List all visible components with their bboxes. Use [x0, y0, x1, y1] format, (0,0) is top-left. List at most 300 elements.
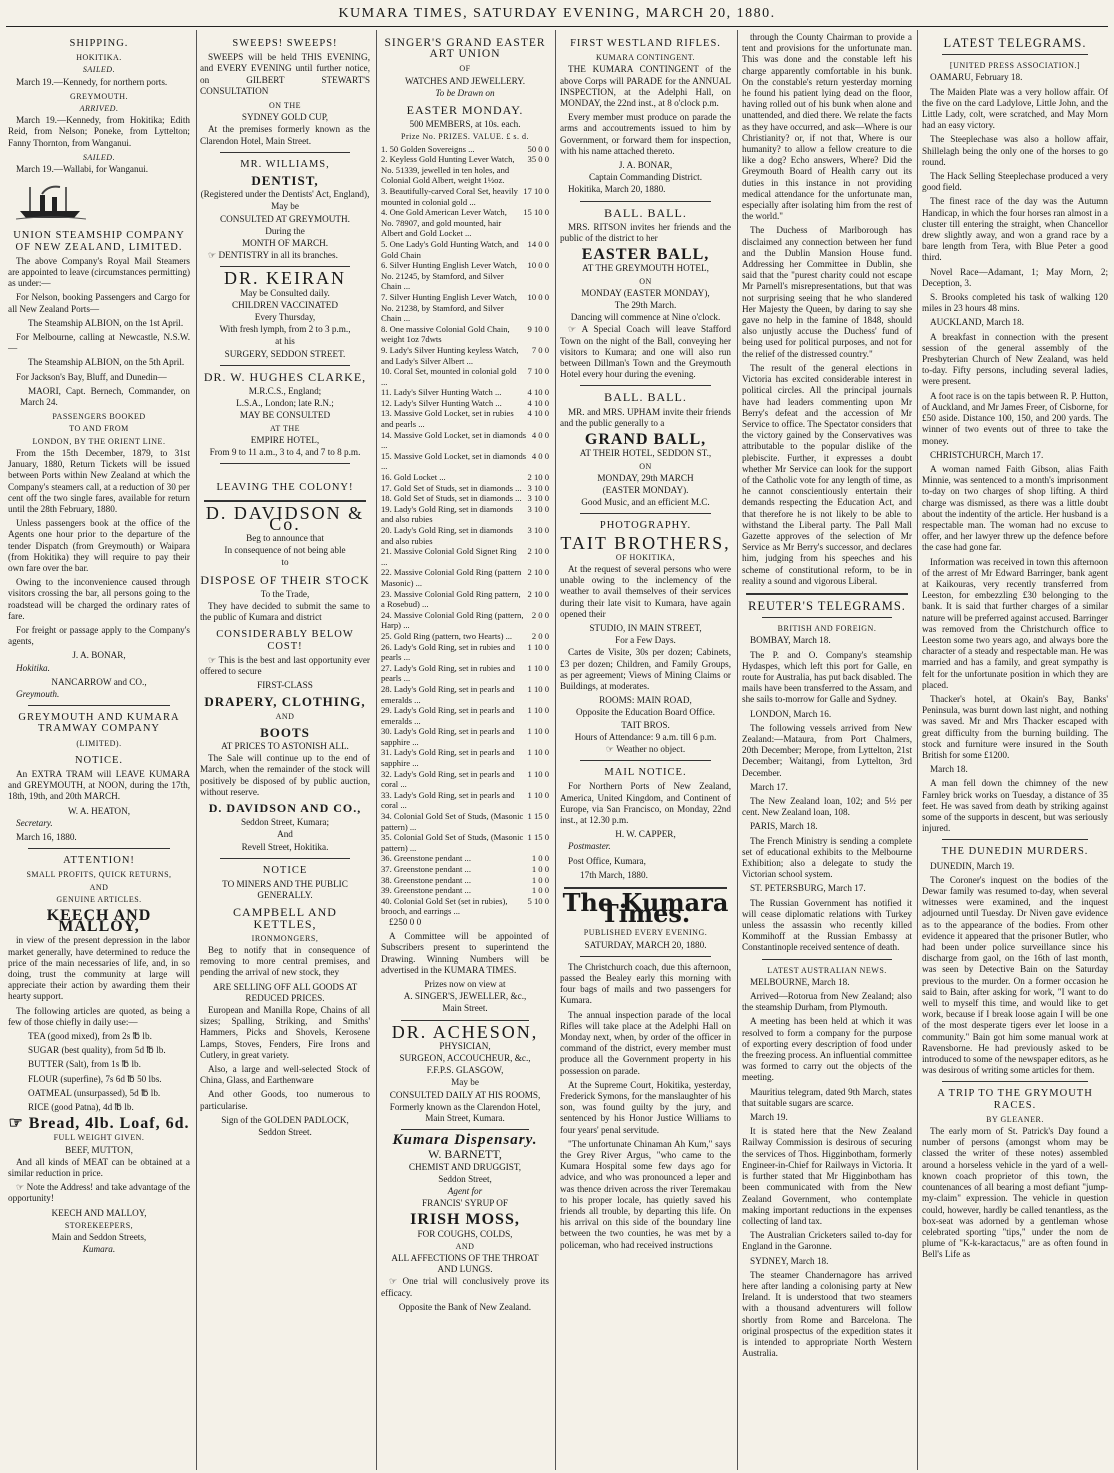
prize-value: 15 10 0	[523, 207, 549, 218]
prize-description: 37. Greenstone pendant ...	[381, 864, 471, 874]
telegram-text: The finest race of the day was the Autumn Handicap, in which the four horses ran almost in a cluster till entering the straight, when Chancellor drew slightly away, and won a grand race by a bare length from Tera, with Blue Peter a good third.	[922, 196, 1108, 263]
opposite: Opposite the Education Board Office.	[576, 707, 715, 718]
telegram-text: The New Zealand loan, 102; and 5½ per cent. New Zealand loan, 108.	[742, 796, 912, 818]
date-29th: The 29th March.	[614, 300, 677, 311]
prize-value: 1 0 0	[531, 874, 549, 885]
telegram-text: The Australian Cricketers sailed to-day for England in the Garonne.	[742, 1230, 912, 1252]
divider	[401, 1129, 529, 1130]
divider	[942, 839, 1088, 840]
campbell-text: Also, a large and well-selected Stock of China, Glass, and Earthenware	[200, 1064, 370, 1086]
price-item: FLOUR (superfine), 7s 6d ℔ 50 lbs.	[28, 1073, 162, 1084]
dateline: SYDNEY, March 18.	[750, 1255, 829, 1266]
telegram-text: A meeting has been held at which it was resolved to form a company for the purpose of exporting every description of food under the freezing process. An influential committee was formed to carry out the objects of the meeting.	[742, 1016, 912, 1083]
divider	[220, 463, 350, 464]
prize-description: 32. Lady's Gold Ring, set in pearls and coral ...	[381, 768, 515, 790]
studio: STUDIO, IN MAIN STREET,	[589, 622, 702, 633]
prize-row	[381, 726, 549, 747]
trade-text: They have decided to submit the same to the public of Kumara and district	[200, 600, 370, 623]
prize-value: 3 10 0	[527, 493, 549, 504]
genuine-line: GENUINE ARTICLES.	[56, 894, 142, 904]
divider	[580, 201, 711, 202]
dateline: March 19.	[750, 1112, 788, 1123]
divider	[220, 152, 350, 153]
dispose-heading: DISPOSE OF THEIR STOCK	[200, 572, 370, 587]
prize-value: 4 0 0	[531, 429, 549, 440]
prize-value: 4 10 0	[527, 408, 549, 419]
campbell-text: And other Goods, too numerous to particularise.	[200, 1089, 370, 1111]
prize-row	[381, 504, 549, 525]
grand-ball: GRAND BALL,	[584, 431, 707, 449]
column-notices	[560, 32, 731, 1468]
prize-total: £250 0 0	[389, 916, 422, 927]
prize-row	[381, 790, 549, 811]
prize-value: 2 10 0	[527, 546, 549, 557]
pointing-hand-icon: ☞	[605, 743, 615, 754]
divider	[28, 705, 170, 706]
prize-description: 22. Massive Colonial Gold Ring (pattern Masonic) ...	[381, 567, 522, 588]
telegram-text: Arrived—Rotorua from New Zealand; also the steamship Durham, from Plymouth.	[742, 991, 912, 1013]
prize-value: 1 0 0	[531, 885, 549, 896]
prize-description: 33. Lady's Gold Ring, set in pearls and coral ...	[381, 789, 515, 811]
booked-sub: TO AND FROM	[69, 424, 129, 434]
telegram-text: Novel Race—Adamant, 1; May Morn, 2; Deception, 3.	[922, 266, 1108, 288]
prize-description: 17. Gold Set of Studs, set in diamonds ...	[381, 482, 522, 493]
telegram-text: Thacker's hotel, at Okain's Bay, Banks' Peninsula, was burnt down last night, and nothing was saved. Mr and Mrs Thacker escaped with great difficulty from the burning building. The stock and furniture were insured in the South British for some £1200.	[922, 693, 1108, 760]
easter-ball: EASTER BALL,	[581, 246, 710, 264]
note-text: Note the Address! and take advantage of the opportunity!	[8, 1182, 190, 1204]
editorial-text: "The unfortunate Chinaman Ah Kum," says the Grey River Argus, "who came to the Kumara Hospital some few days ago for advice, and who was pronounced a leper and was thence driven across the river Teremakau to his proper locale, has quietly saved his friends all trouble, by departing this life. On his arrival on this side of the boundary line between the two counties, he was met by a policeman, who had received instructions	[560, 1138, 731, 1250]
rifles-text: THE KUMARA CONTINGENT of the above Corps will PARADE for the ANNUAL INSPECTION, at the Adelphi Hall, on MONDAY, the 22nd inst., at 8 o'clock p.m.	[560, 64, 731, 109]
prize-row	[381, 769, 549, 790]
francis: FRANCIS' SYRUP OF	[421, 1198, 509, 1209]
astonish: AT PRICES TO ASTONISH ALL.	[221, 740, 349, 751]
keech-text: in view of the present depression in the labor market generally, have determined to reduce the price of the main necessaries of life, and, in so doing, trust the community at large will appreciate their action by awarding them their hearty support.	[8, 935, 190, 1002]
hughes-heading: DR. W. HUGHES CLARKE,	[203, 369, 367, 384]
orient-text: Unless passengers book at the office of the Agents one hour prior to the departure of the tender Dispatch (from Greymouth) or Waipara (from Hokitika) they will require to pay their own fare over the bar.	[8, 518, 190, 573]
thursday: Every Thursday,	[254, 312, 316, 323]
seddon: Seddon Street, Kumara;	[240, 817, 330, 828]
coughs: FOR COUGHS, COLDS,	[417, 1228, 513, 1239]
beef-text: And all kinds of MEAT can be obtained at a similar reduction in price.	[8, 1156, 190, 1179]
prize-description: 31. Lady's Gold Ring, set in pearls and sapphire ...	[381, 747, 515, 769]
prize-value: 2 10 0	[527, 588, 549, 599]
prize-description: 12. Lady's Silver Hunting Watch ...	[381, 397, 502, 408]
davidson-heading: D. DAVIDSON & Co.	[205, 502, 365, 534]
and-line: AND	[275, 711, 295, 721]
prize-value: 4 0 0	[531, 450, 549, 461]
prize-value: 10 0 0	[527, 291, 549, 302]
prize-description: 39. Greenstone pendant ...	[381, 885, 471, 896]
and-line: And	[277, 829, 293, 840]
bonar: J. A. BONAR,	[618, 160, 673, 171]
prize-description: 28. Lady's Gold Ring, set in pearls and emeralds ...	[381, 683, 515, 705]
bread-line	[8, 1115, 190, 1133]
ffps: F.F.P.S. GLASGOW,	[426, 1065, 504, 1076]
first-class: FIRST-CLASS	[257, 680, 313, 691]
union-text: MAORI, Capt. Bernech, Commander, on March 24.	[20, 385, 190, 408]
dispensary-heading: Kumara Dispensary.	[392, 1132, 538, 1149]
prize-description: 11. Lady's Silver Hunting Watch ...	[381, 387, 502, 398]
during: During the	[265, 225, 305, 236]
greymouth-hotel: AT THE GREYMOUTH HOTEL,	[582, 263, 709, 274]
prize-description: 14. Massive Gold Locket, set in diamonds ...	[381, 429, 527, 451]
registered: (Registered under the Dentists' Act, England),	[200, 189, 370, 200]
prize-description: 40. Colonial Gold Set (set in rubies), brooch, and earrings ...	[381, 895, 508, 917]
town: Kumara.	[82, 1244, 116, 1255]
empire-hotel: EMPIRE HOTEL,	[250, 434, 320, 445]
divider	[28, 848, 170, 849]
on-the: ON THE	[269, 101, 301, 111]
divider	[580, 385, 711, 386]
consulted: CONSULTED AT GREYMOUTH.	[220, 213, 350, 224]
prize-row	[381, 610, 549, 631]
divider	[220, 266, 350, 267]
sailed-label: SAILED.	[82, 65, 116, 75]
affections: ALL AFFECTIONS OF THE THROAT AND LUNGS.	[391, 1253, 539, 1275]
agent-place: Hokitika.	[16, 662, 50, 673]
telegram-text: The Maiden Plate was a very hollow affair. Of the five on the card Ladylove, Little John, and the Little Lady, colt, were scratched, and May Morn had an easy victory.	[922, 86, 1108, 131]
prize-description: 27. Lady's Gold Ring, set in rubies and pearls ...	[381, 662, 516, 684]
monday: MONDAY (EASTER MONDAY),	[581, 287, 710, 298]
members: 500 MEMBERS, at 10s. each.	[409, 119, 521, 130]
storekeepers: STOREKEEPERS,	[64, 1220, 134, 1230]
tram-limited: (LIMITED).	[76, 738, 122, 748]
prize-description: 6. Silver Hunting English Lever Watch, No. 21245, by Stamford, and Silver Chain ...	[381, 260, 517, 292]
rooms: ROOMS: MAIN ROAD,	[599, 695, 692, 706]
lsa: L.S.A., London; late R.N.;	[236, 398, 334, 409]
telegram-text: The Coroner's inquest on the bodies of the Dewar family was resumed to-day, when several witnesses were examined, and the inquest adjourned until Tuesday. Dr Niven gave evidence as to the appearance of the bodies. From other evidence it appeared that the prisoner Butler, who had been under police surveillance since his discharge from gaol, on the 16th of last month, was seen by Detective Bain on the Saturday previous to the murder. On a former occasion he said to Bain, after asking for work, "I want to do well to myself this time, and would like to get work, because if I break loose again I will be one of the most desperate tigers ever let loose in a community." Bain got him some manual work at Ravensborne. He had previously asked to be introduced to some of the newspaper editors, as he was desirous of writing some articles for them.	[922, 874, 1108, 1076]
prize-description: 3. Beautifully-carved Coral Set, heavily mounted in colonial gold ...	[381, 186, 518, 207]
prize-description: 5. One Lady's Gold Hunting Watch, and Gold Chain	[381, 238, 519, 260]
may-be: May be	[451, 1077, 479, 1088]
on-line: ON	[639, 461, 652, 471]
postmaster: Postmaster.	[568, 841, 611, 852]
divider	[580, 956, 711, 957]
telegram-text: A breakfast in connection with the present session of the general assembly of the Presbyterian Church of New Zealand, was held to-day. Fifty persons, including several ladies, were present.	[922, 331, 1108, 387]
profits-line: SMALL PROFITS, QUICK RETURNS,	[26, 870, 172, 880]
may-be: May be	[271, 201, 299, 212]
prize-description: 36. Greenstone pendant ...	[381, 853, 471, 864]
rifles-text: Every member must produce on parade the arms and accoutrements issued to him by Government, or forward them for inspection, with his name attached thereto.	[560, 112, 731, 156]
keiran-heading: DR. KEIRAN	[224, 268, 346, 289]
prize-value: 10 0 0	[527, 260, 549, 271]
port-heading: HOKITIKA.	[76, 53, 122, 63]
prize-list	[381, 144, 549, 917]
divider	[942, 54, 1088, 55]
prize-row	[381, 186, 549, 207]
prize-row	[381, 896, 549, 917]
prize-row	[381, 589, 549, 610]
tram-date: March 16, 1880.	[16, 831, 77, 842]
booked-heading: PASSENGERS BOOKED	[52, 412, 146, 422]
prize-row	[381, 387, 549, 398]
prize-value: 2 10 0	[527, 567, 549, 578]
prize-row	[381, 144, 549, 155]
prize-row	[381, 239, 549, 260]
telegram-text: It is stated here that the New Zealand Railway Commission is desirous of securing the services of Thos. Higginbotham, formerly Engineer-in-Chief for Railways in Victoria. It is further stated that Mr Higginbotham has been communicated with from the New Zealand Government, who contemplate making important reductions in the expenses collecting of land tax.	[742, 1126, 912, 1226]
prize-description: 15. Massive Gold Locket, set in diamonds ...	[381, 450, 527, 472]
prize-value: 5 10 0	[527, 895, 549, 906]
dateline: OAMARU, February 18.	[930, 72, 1023, 83]
orient-heading: LONDON, BY THE ORIENT LINE.	[32, 436, 166, 446]
editorial-text: The annual inspection parade of the local Rifles will take place at the Adelphi Hall on Monday next, when, by order of the officer in command of the district, every member must produce all the Government property in his possession on parade.	[560, 1009, 731, 1076]
note-line	[8, 1182, 190, 1204]
prize-row	[381, 663, 549, 684]
dateline: DUNEDIN, March 19.	[930, 860, 1015, 871]
sweeps-text: At the premises formerly known as the Clarendon Hotel, Main Street.	[200, 124, 370, 146]
prize-row	[381, 546, 549, 567]
steamship-icon	[16, 183, 190, 224]
surgeon: SURGEON, ACCOUCHEUR, &c.,	[399, 1053, 531, 1063]
prize-description: 25. Gold Ring (pattern, two Hearts) ...	[381, 630, 513, 641]
lymph: With fresh lymph, from 2 to 3 p.m.,	[219, 324, 351, 335]
tait-text: At the request of several persons who were unable owing to the inclemency of the weather to avail themselves of their services during their late visit to Kumara, have again opened their	[560, 563, 731, 619]
pointing-hand-icon: ☞	[208, 250, 217, 261]
prize-description: 19. Lady's Gold Ring, set in diamonds and also rubies	[381, 503, 513, 525]
prize-description: 7. Silver Hunting English Lever Watch, No. 21238, by Stamford, and Silver Chain ...	[381, 291, 517, 324]
dateline: AUCKLAND, March 18.	[930, 317, 1024, 328]
prize-value: 1 10 0	[527, 662, 549, 673]
weather-text: Weather no object.	[616, 743, 686, 754]
prize-value: 3 10 0	[527, 482, 549, 493]
ritson-text: MRS. RITSON invites her friends and the public of the district to her	[560, 221, 731, 244]
prize-value: 1 15 0	[527, 811, 549, 822]
at-his: at his	[275, 336, 295, 347]
mrcs: M.R.C.S., England;	[248, 386, 322, 397]
at-the: AT THE	[269, 423, 301, 433]
divider	[942, 1081, 1088, 1082]
divider	[746, 593, 908, 595]
telegram-text: The steamer Chandernagore has arrived here after landing a colonising party at New Ireland. It is understood that two steamers with a thousand adventurers will follow shortly from Rome and Barcelona. The original prospectus of the expedition states it is intended to appropriate North Western Australia.	[742, 1269, 912, 1359]
music: Good Music, and an efficient M.C.	[581, 497, 710, 508]
edition-date: SATURDAY, MARCH 20, 1880.	[584, 939, 707, 950]
surgery: SURGERY, SEDDON STREET.	[224, 348, 346, 359]
prize-row	[381, 260, 549, 292]
cup-name: SYDNEY GOLD CUP,	[241, 112, 329, 123]
keech-heading: KEECH AND MALLOY,	[46, 907, 152, 936]
prize-description: 18. Gold Set of Studs, set in diamonds ...	[381, 493, 522, 504]
prize-value: 1 0 0	[531, 853, 549, 864]
committee-text: A Committee will be appointed of Subscribers present to superintend the Drawing. Winning Numbers will be advertised in the KUMARA TIMES.	[381, 931, 549, 975]
pointing-hand-icon: ☞	[16, 1182, 25, 1193]
best-text: This is the best and last opportunity ever offered to secure	[200, 654, 370, 676]
union-text: The Steamship ALBION, on the 5th April.	[28, 357, 185, 368]
prize-value: 2 0 0	[531, 630, 549, 641]
attendance: Hours of Attendance: 9 a.m. till 6 p.m.	[574, 731, 717, 742]
of-hokitika: OF HOKITIKA,	[615, 552, 676, 562]
watches: WATCHES AND JEWELLERY.	[404, 75, 526, 86]
attention-heading: ATTENTION!	[63, 855, 135, 867]
captain: Captain Commanding District.	[588, 172, 703, 183]
prize-description: 16. Gold Locket ...	[381, 472, 446, 483]
beef-heading: BEEF, MUTTON,	[65, 1144, 133, 1155]
prize-value: 7 10 0	[527, 366, 549, 377]
prize-row	[381, 642, 549, 663]
prize-value: 50 0 0	[527, 143, 549, 154]
prize-description: 30. Lady's Gold Ring, set in pearls and sapphire ...	[381, 726, 515, 747]
their-hotel: AT THEIR HOTEL, SEDDON ST.,	[579, 448, 712, 459]
editorial-text: The Christchurch coach, due this afternoon, passed the Bealey early this morning with four bags of mails and two passengers for Kumara.	[560, 961, 731, 1006]
prize-description: 34. Colonial Gold Set of Studs, (Masonic pattern) ...	[381, 811, 524, 832]
beg-line: Beg to announce that	[246, 532, 324, 543]
price-item: OATMEAL (unsurpassed), 5d ℔ lb.	[28, 1087, 161, 1098]
trial-line	[381, 1276, 549, 1298]
of-line: OF	[459, 64, 471, 74]
singer-heading: SINGER'S GRAND EASTER ART UNION	[384, 37, 546, 61]
prize-description: 21. Massive Colonial Gold Signet Ring ...	[381, 546, 517, 567]
shipping-heading: SHIPPING.	[69, 38, 129, 49]
prize-row	[381, 811, 549, 832]
prize-row	[381, 864, 549, 875]
prize-value: 1 15 0	[527, 832, 549, 843]
drawn: To be Drawn on	[435, 87, 495, 98]
divider	[580, 760, 711, 761]
dentistry-text: DENTISTRY in all its branches.	[218, 250, 338, 261]
prize-value: 4 10 0	[527, 397, 549, 408]
boots-heading: BOOTS	[260, 724, 310, 740]
orient-text: Owing to the inconvenience caused through visitors crossing the bar, all persons going to the roadstead will be charged the ordinary rates of fare.	[8, 577, 190, 621]
prize-value: 17 10 0	[523, 186, 549, 196]
divider	[580, 513, 711, 514]
telegram-text: The Steeplechase was also a hollow affair, Shillelagh being the only one of the horses to go round.	[922, 134, 1108, 167]
easter-monday: (EASTER MONDAY).	[602, 484, 689, 495]
prize-description: 10. Coral Set, mounted in colonial gold ...	[381, 366, 517, 387]
telegram-text: The P. and O. Company's steamship Hydaspes, which left this port for Galle, en route for Australia, has put back disabled. The mails have been transferred to the Assam, and she sails to-morrow for Galle and Sydney.	[742, 649, 912, 705]
prize-row	[381, 472, 549, 483]
campbell-text: Beg to notify that in consequence of removing to more central premises, and pending the arrival of new stock, they	[200, 945, 370, 978]
seddon-street: Seddon Street.	[258, 1127, 312, 1138]
selling: ARE SELLING OFF ALL GOODS AT REDUCED PRICES.	[212, 981, 358, 1003]
vaccinated: CHILDREN VACCINATED	[231, 299, 339, 310]
column-divider	[376, 30, 377, 1470]
dateline: MELBOURNE, March 18.	[750, 976, 850, 987]
news-text: The result of the general elections in Victoria has excited considerable interest in political circles. All the principal journals have had leaders commenting upon Mr Berry's defeat and the accession of Mr Service to office. The Spectator considers that the victory gained by the Conservatives was attributable to the popular dislike of the plebiscite. Further, it expresses a doubt whether Mr Service can look for the support of the Catholic vote for any length of time, as he cannot conscientiously entertain their demands respecting the Education Act, and that therefore he is not likely to be able to withstand the Liberal party. The Pall Mall Gazette approves of the selection of Mr Service as Mr Berry's successor, and declares him, judging from his speeches and his scheme of constitutional reform, to be in reality a sound and vigorous Liberal.	[742, 362, 912, 586]
telegram-text: Information was received in town this afternoon of the arrest of Mr Edward Barringer, bank agent at Kaikouras, very recently transferred from Leeston, for embezzling £30 belonging to the bank. It is said that further charges of a similar nature will be preferred against accused. Barringer was removed from the Christchurch office to Leeston some two years ago, and always bore the character of a steady and respectable man. He was married and has a family, and great sympathy is felt for the unfortunate position in which they are placed.	[922, 556, 1108, 690]
cartes-text: Cartes de Visite, 30s per dozen; Cabinets, £3 per dozen; Children, and Family Groups, as per agreement; Views of Mining Claims or Buildings, at moderates.	[560, 647, 731, 691]
padlock: Sign of the GOLDEN PADLOCK,	[221, 1114, 349, 1125]
divider	[762, 959, 892, 960]
prize-value: 2 10 0	[527, 472, 549, 483]
leaving-heading: LEAVING THE COLONY!	[216, 482, 354, 494]
prize-value: 1 10 0	[527, 747, 549, 758]
prize-value: 35 0 0	[527, 154, 549, 165]
prize-value: 3 10 0	[527, 525, 549, 535]
campbell-heading: CAMPBELL AND KETTLES,	[233, 905, 337, 931]
telegram-text: The Hack Selling Steeplechase produced a very good field.	[922, 171, 1108, 193]
tram-heading: GREYMOUTH AND KUMARA TRAMWAY COMPANY	[18, 712, 180, 735]
streets: Main and Seddon Streets,	[51, 1232, 147, 1243]
and-line: AND	[89, 882, 109, 892]
prize-description: 38. Greenstone pendant ...	[381, 874, 471, 885]
prize-value: 14 0 0	[527, 238, 549, 249]
prize-description: 24. Massive Colonial Gold Ring (pattern, Harp) ...	[381, 609, 524, 631]
below-cost: CONSIDERABLY BELOW COST!	[216, 629, 354, 652]
prize-description: 9. Lady's Silver Hunting keyless Watch, and Lady's Silver Albert ...	[381, 344, 519, 366]
photography-heading: PHOTOGRAPHY.	[599, 520, 692, 532]
main-street: Main Street.	[442, 1003, 488, 1014]
notice-heading: NOTICE	[262, 864, 308, 876]
prize-row	[381, 398, 549, 409]
few-days: For a Few Days.	[615, 635, 676, 646]
telegram-text: A woman named Faith Gibson, alias Faith Minnie, was sentenced to a month's imprisonment to-day on two charges of shop lifting. A third charge was dismissed, as there was a little doubt about the indentity of the article. Her husband is a respectable man. The woman had no excuse to offer, and her lawyer threw up the defence before the case had gone far.	[922, 463, 1108, 553]
davidson-signature: D. DAVIDSON AND CO.,	[208, 800, 362, 815]
telegram-text: The Russian Government has notified it will cease diplomatic relations with Turkey unless the assassin who recently killed Kommihoff at the Russian Embassy at Constantinople received sentence of death.	[742, 897, 912, 953]
port-heading: GREYMOUTH.	[69, 91, 129, 101]
prize-row	[381, 324, 549, 345]
agent-name: J. A. BONAR,	[72, 650, 126, 661]
orient-text: From the 15th December, 1879, to 31st January, 1880, Return Tickets will be issued between Ports within New Zealand at which the Company's steamers call, at a reduction of 30 per cent off the two single fares, available for return until the 28th February, 1880.	[8, 447, 190, 514]
easter-monday: EASTER MONDAY.	[406, 103, 524, 118]
prize-value: 1 10 0	[527, 705, 549, 716]
arrived-label: ARRIVED.	[79, 104, 119, 114]
divider	[220, 365, 350, 366]
rifles-date: Hokitika, March 20, 1880.	[568, 184, 666, 195]
irish-moss: IRISH MOSS,	[410, 1211, 520, 1229]
dateline: PARIS, March 18.	[750, 821, 818, 832]
shipping-line: March 19.—Wallabi, for Wanganui.	[16, 164, 149, 175]
column-divider	[555, 30, 556, 1470]
rifles-heading: FIRST WESTLAND RIFLES.	[570, 38, 721, 49]
mail-heading: MAIL NOTICE.	[604, 767, 687, 779]
chemist: CHEMIST AND DRUGGIST,	[408, 1161, 522, 1172]
prize-description: 26. Lady's Gold Ring, set in rubies and pearls ...	[381, 641, 516, 663]
british-heading: BRITISH AND FOREIGN.	[777, 624, 877, 634]
bread-text: Bread, 4lb. Loaf, 6d.	[28, 1115, 190, 1133]
prize-value: 7 0 0	[531, 344, 549, 355]
tram-text: An EXTRA TRAM will LEAVE KUMARA and GREYMOUTH, at NOON, during the 17th, 18th, 19th, and 20th MARCH.	[8, 768, 190, 802]
prize-row	[381, 483, 549, 494]
prize-row	[381, 705, 549, 726]
masthead-rule	[6, 26, 1108, 27]
prize-row	[381, 154, 549, 186]
agent-place: Greymouth.	[16, 688, 60, 699]
prizes-view: Prizes now on view at	[424, 978, 506, 989]
union-text: For Jackson's Bay, Bluff, and Dunedin—	[16, 371, 167, 382]
telegram-text: A foot race is on the tapis between R. P. Hutton, of Auckland, and Mr James Freer, of Cisborne, for £50 aside. Distance 100, 150, and 200 yards. The winner of two events out of three to take the money.	[922, 390, 1108, 446]
prize-description: 23. Massive Colonial Gold Ring pattern, a Rosebud) ...	[381, 588, 521, 610]
pointing-hand-icon: ☞	[208, 654, 217, 665]
upham-text: MR. and MRS. UPHAM invite their friends and the public generally to a	[560, 406, 731, 428]
prize-description: 1. 50 Golden Sovereigns ...	[381, 143, 475, 154]
pointing-hand-icon: ☞	[568, 324, 577, 335]
dateline: ST. PETERSBURG, March 17.	[750, 883, 866, 894]
shipping-line: March 19.—Kennedy, from Hokitika; Edith Reid, from Nelson; Poneke, from Lyttelton; Fanny Thornton, from Wanganui.	[8, 115, 190, 148]
on-line: ON	[639, 276, 652, 286]
column-divider	[917, 30, 918, 1470]
coach-line	[560, 324, 731, 380]
capper: H. W. CAPPER,	[615, 829, 676, 840]
prize-value: 4 10 0	[527, 387, 549, 398]
telegram-text: The following vessels arrived from New Zealand:—Mataura, from Port Chalmers, 20th December; Merope, from Lyttelton, 21st December; Waitangi, from Lyttelton, 3rd December.	[742, 722, 912, 778]
prize-description: 2. Keyless Gold Hunting Lever Watch, No. 51339, jewelled in ten holes, and Colonial Gold Albert, weight 1½oz.	[381, 154, 515, 186]
prize-value: 2 0 0	[531, 609, 549, 620]
divider	[401, 1020, 529, 1021]
divider	[762, 617, 892, 618]
prize-description: 13. Massive Gold Locket, set in rubies and pearls ...	[381, 408, 514, 430]
prize-row	[381, 207, 549, 239]
reuter-heading: REUTER'S TELEGRAMS.	[748, 598, 906, 613]
column-advertisements	[200, 32, 370, 1468]
keech-text: The following articles are quoted, as being a few of those chiefly in daily use:—	[8, 1005, 190, 1027]
prize-value: 1 10 0	[527, 768, 549, 779]
dateline: CHRISTCHURCH, March 17.	[930, 449, 1044, 460]
trade-line: To the Trade,	[260, 588, 310, 599]
tram-notice: NOTICE.	[74, 754, 124, 766]
prize-row	[381, 885, 549, 896]
prize-description: 29. Lady's Gold Ring, set in pearls and emeralds ...	[381, 705, 515, 726]
post-office-date: 17th March, 1880.	[580, 869, 648, 880]
tram-role: Secretary.	[16, 817, 53, 828]
